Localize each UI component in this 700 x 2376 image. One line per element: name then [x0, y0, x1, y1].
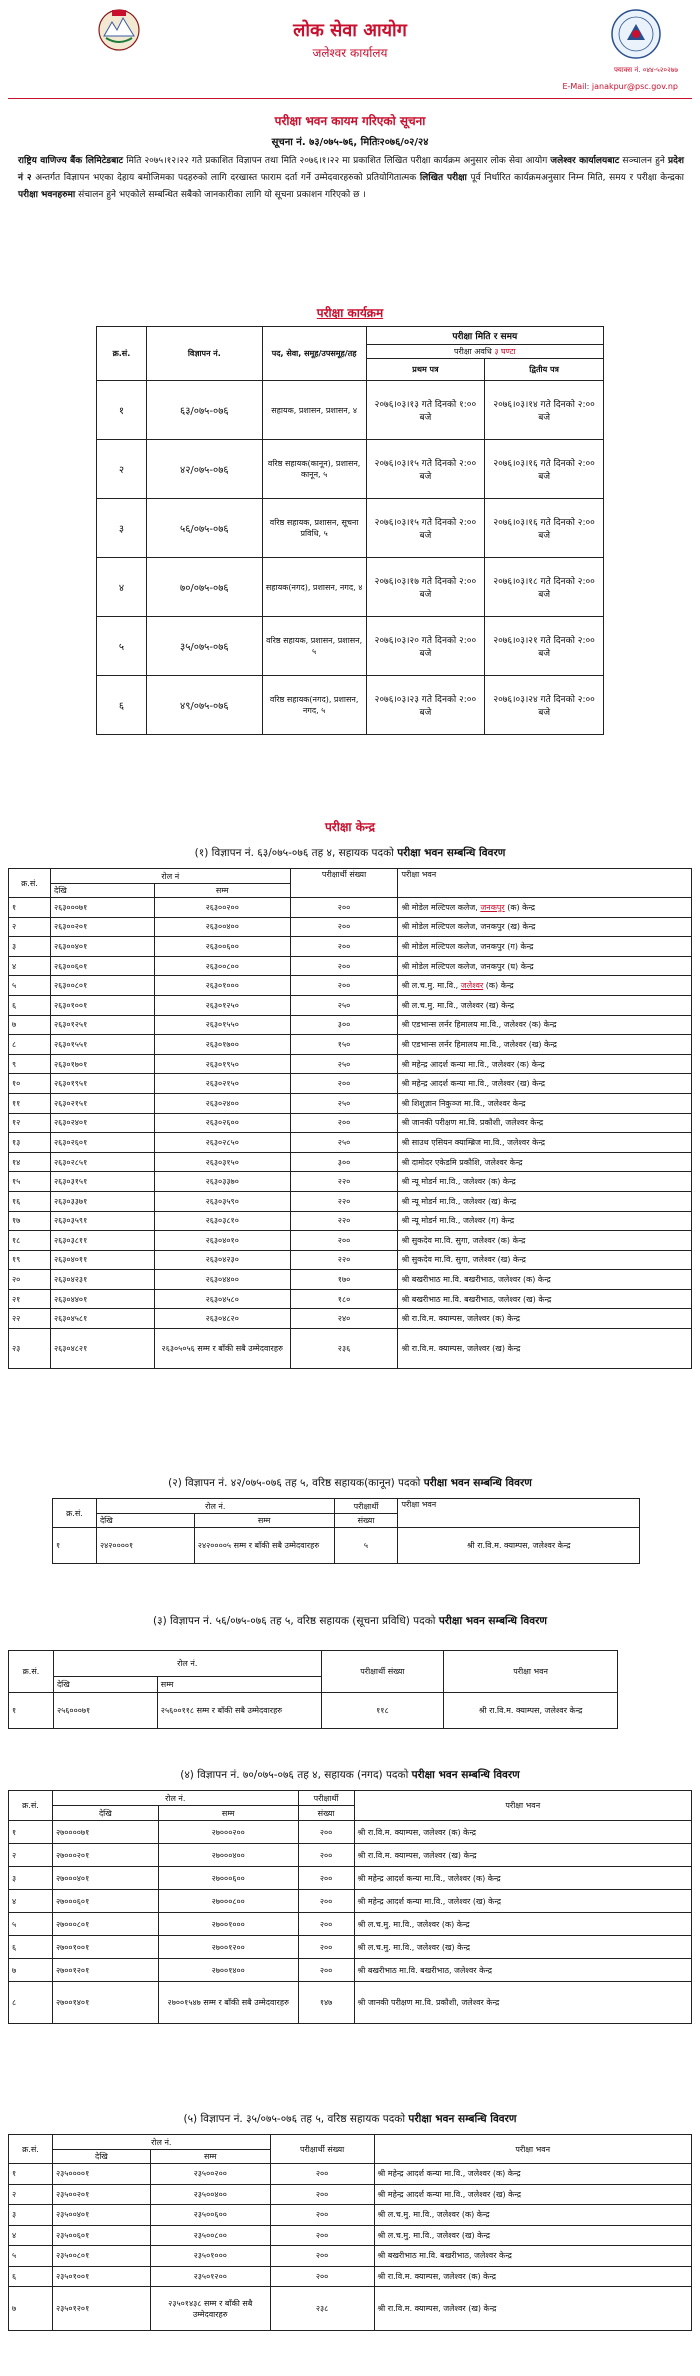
s4-title: (४) विज्ञापन नं. ७०/०७५-०७६ तह ४, सहायक (नगद) पदको परीक्षा भवन सम्बन्धि विवरण — [180, 1769, 520, 1781]
col-sn: क्र.सं. — [97, 327, 147, 381]
s1-row: २१ २६३०४४०१ २६३०४५८० १८० श्री बखरीभाठ मा.वि. बखरीभाठ, जलेश्वर (ख) केन्द्र — [9, 1289, 692, 1309]
s1-row: २० २६३०४२३१ २६३०४४०० १७० श्री बखरीभाठ मा.वि. बखरीभाठ, जलेश्वर (क) केन्द्र — [9, 1270, 692, 1290]
s4-row: ५ २७०००८०१ २७००१००० २०० श्री ल.च.मु. मा.वि., जलेश्वर (क) केन्द्र — [9, 1913, 692, 1936]
s3-title: (३) विज्ञापन नं. ५६/०७५-०७६ तह ५, वरिष्ठ सहायक (सूचना प्रविधि) पदको परीक्षा भवन सम्बन्धि विवरण — [153, 1615, 547, 1627]
email-address: E-Mail: janakpur@psc.gov.np — [562, 82, 678, 91]
fax-number: फ्याक्स नं. ०४४-५२०२७७ — [614, 66, 678, 74]
s1-row: ७ २६३०१२५१ २६३०१५५० ३०० श्री एडभान्स लर्नर हिमालय मा.वि., जलेश्वर (क) केन्द्र — [9, 1015, 692, 1035]
s2-row: १ २४२००००१ २४२००००५ सम्म र बाँकी सबै उम्मेदवारहरु ५ श्री रा.वि.म. क्याम्पस, जलेश्वर केन्द्र — [53, 1528, 640, 1564]
s3-table: क्र.सं. रोल नं. परीक्षार्थी संख्या परीक्षा भवन देखि सम्म १ २५६०००७१ २५६००११८ सम्म र बाँकी सबै उम्मेदवारहरु ११८ श्री रा.वि.म. क्याम्पस, जलेश्वर केन्द्र — [8, 1650, 618, 1729]
s1-row: २३ २६३०४८२१ २६३०५०५६ सम्म र बाँकी सबै उम्मेदवारहरु २३६ श्री रा.वि.म. क्याम्पस, जलेश्वर (ख) केन्द्र — [9, 1329, 692, 1369]
s1-row: १६ २६३०३३७१ २६३०३५९० २२० श्री न्यू मोडर्न मा.वि., जलेश्वर (ख) केन्द्र — [9, 1191, 692, 1211]
notice-intro: राष्ट्रिय वाणिज्य बैंक लिमिटेडबाट मिति २०७५।१२।२२ गते प्रकाशित विज्ञापन तथा मिति २०७६।१।२२ मा प्रकाशित लिखित परीक्षा कार्यक्रम अनुसार लोक सेवा आयोग जलेश्वर कार्यालयबाट सञ्चालन हुने प्रदेश नं २ अन्तर्गत विज्ञापन भएका देहाय बमोजिमका पदहरुको लागि दरखास्त फाराम दर्ता गर्ने उम्मेदवारहरुको प्रतियोगितात्मक लिखित परीक्षा पूर्व निर्धारित कार्यक्रमअनुसार निम्न मिति, समय र परीक्षा केन्द्रका परीक्षा भवनहरुमा संचालन हुने भएकोले सम्बन्धित सबैको जानकारीका लागि यो सूचना प्रकाशन गरिएको छ । — [18, 156, 685, 200]
s1-row: १० २६३०१९५१ २६३०२१५० २०० श्री महेन्द्र आदर्श कन्या मा.वि., जलेश्वर (ख) केन्द्र — [9, 1074, 692, 1094]
letterhead — [0, 0, 700, 100]
s3-row: १ २५६०००७१ २५६००११८ सम्म र बाँकी सबै उम्मेदवारहरु ११८ श्री रा.वि.म. क्याम्पस, जलेश्वर केन्द्र — [9, 1693, 618, 1729]
schedule-table — [96, 326, 604, 735]
s4-row: २ २७०००२०१ २७०००४०० २०० श्री रा.वि.म. क्याम्पस, जलेश्वर (ख) केन्द्र — [9, 1844, 692, 1867]
office-name: जलेश्वर कार्यालय — [312, 46, 388, 60]
s5-row: ६ २३५०१००१ २३५०१२०० २०० श्री रा.वि.म. क्याम्पस, जलेश्वर (क) केन्द्र — [9, 2266, 692, 2287]
s1-row: ४ २६३००६०१ २६३००८०० २०० श्री मोडेल मल्टिपल कलेज, जनकपुर (घ) केन्द्र — [9, 956, 692, 976]
s5-row: २ २३५००२०१ २३५००४०० २०० श्री महेन्द्र आदर्श कन्या मा.वि., जलेश्वर (ख) केन्द्र — [9, 2184, 692, 2205]
s2-title: (२) विज्ञापन नं. ४२/०७५-०७६ तह ५, वरिष्ठ सहायक(कानून) पदको परीक्षा भवन सम्बन्धि विवरण — [168, 1477, 532, 1489]
col-paper2: द्वितीय पत्र — [485, 359, 604, 381]
s4-row: १ २७००००७१ २७०००२०० २०० श्री रा.वि.म. क्याम्पस, जलेश्वर (क) केन्द्र — [9, 1821, 692, 1844]
schedule-row: १ ६३/०७५-०७६ सहायक, प्रशासन, प्रशासन, ४ २०७६।०३।१३ गते दिनको १:०० बजे २०७६।०३।१४ गते दिनको २:०० बजे — [97, 381, 604, 440]
col-post: पद, सेवा, समूह/उपसमूह/तह — [262, 327, 366, 381]
psc-logo-icon — [610, 8, 662, 60]
s1-row: १ २६३०००७१ २६३००२०० २०० श्री मोडेल मल्टिपल कलेज, जनकपुर (क) केन्द्र — [9, 898, 692, 918]
s5-row: ४ २३५००६०१ २३५००८०० २०० श्री ल.च.मु. मा.वि., जलेश्वर (ख) केन्द्र — [9, 2225, 692, 2246]
schedule-row: ३ ५६/०७५-०७६ वरिष्ठ सहायक, प्रशासन, सूचना प्रविधि, ५ २०७६।०३।१५ गते दिनको २:०० बजे २०७६।०३।१६ गते दिनको २:०० बजे — [97, 499, 604, 558]
s1-row: ३ २६३००४०१ २६३००६०० २०० श्री मोडेल मल्टिपल कलेज, जनकपुर (ग) केन्द्र — [9, 937, 692, 957]
highlighted-place: जलेश्वर — [460, 981, 484, 991]
s4-row: ४ २७०००६०१ २७०००८०० २०० श्री महेन्द्र आदर्श कन्या मा.वि., जलेश्वर (ख) केन्द्र — [9, 1890, 692, 1913]
notice-title: परीक्षा भवन कायम गरिएको सूचना — [274, 114, 426, 128]
s5-table: क्र.सं. रोल नं. परीक्षार्थी संख्या परीक्षा भवन देखि सम्म १ २३५००००१ २३५००२०० २०० श्री महेन्द्र आदर्श कन्या मा.वि., जलेश्वर (क) केन्द्र २ २३५००२०१ २३५००४०० २०० श्री महेन्द्र आदर्श कन्या मा.वि., जलेश्वर (ख) केन्द्र ३ २३५००४०१ २३५००६०० २०० श्री ल.च.मु. मा.वि., जलेश्वर (क) केन्द्र ४ २३५००६०१ २३५००८०० २०० श्री ल.च.मु. मा.वि., जलेश्वर (ख) केन्द्र ५ २३५००८०१ २३५०१००० २०० श्री बखरीभाठ मा.वि. बखरीभाठ, जलेश्वर केन्द्र ६ २३५०१००१ २३५०१२०० २०० श्री रा.वि.म. क्याम्पस, जलेश्वर (क) केन्द्र ७ २३५०१२०१ २३५०१४३८ सम्म र बाँकी सबै उम्मेदवारहरु २३८ श्री रा.वि.म. क्याम्पस, जलेश्वर (ख) केन्द्र — [8, 2134, 692, 2331]
s1-row: ८ २६३०१५५१ २६३०१७०० १५० श्री एडभान्स लर्नर हिमालय मा.वि., जलेश्वर (ख) केन्द्र — [9, 1035, 692, 1055]
s1-row: १५ २६३०३१५१ २६३०३३७० २२० श्री न्यू मोडर्न मा.वि., जलेश्वर (क) केन्द्र — [9, 1172, 692, 1192]
s1-row: १४ २६३०२८५१ २६३०३१५० ३०० श्री दामोदर एकेडमि प्रकौशि, जलेश्वर केन्द्र — [9, 1152, 692, 1172]
col-datetime: परीक्षा मिति र समय — [366, 327, 603, 345]
s1-row: ५ २६३००८०१ २६३०१००० २०० श्री ल.च.मु. मा.वि., जलेश्वर (क) केन्द्र — [9, 976, 692, 996]
s5-row: १ २३५००००१ २३५००२०० २०० श्री महेन्द्र आदर्श कन्या मा.वि., जलेश्वर (क) केन्द्र — [9, 2164, 692, 2185]
header-divider — [8, 98, 692, 99]
s4-row: ६ २७००१००१ २७००१२०० २०० श्री ल.च.मु. मा.वि., जलेश्वर (ख) केन्द्र — [9, 1936, 692, 1959]
intro-bank: राष्ट्रिय वाणिज्य बैंक लिमिटेडबाट — [18, 156, 124, 166]
schedule-row: २ ४२/०७५-०७६ वरिष्ठ सहायक(कानून), प्रशासन, कानून, ५ २०७६।०३।१५ गते दिनको २:०० बजे २०७६।०३।१६ गते दिनको २:०० बजे — [97, 440, 604, 499]
col-paper1: प्रथम पत्र — [366, 359, 485, 381]
s2-table: क्र.सं. रोल नं. परीक्षार्थी परीक्षा भवन देखि सम्म संख्या १ २४२००००१ २४२००००५ सम्म र बाँकी सबै उम्मेदवारहरु ५ श्री रा.वि.म. क्याम्पस, जलेश्वर केन्द्र — [52, 1498, 640, 1564]
s1-title: (१) विज्ञापन नं. ६३/०७५-०७६ तह ४, सहायक पदको परीक्षा भवन सम्बन्धि विवरण — [194, 847, 506, 859]
s5-row: ७ २३५०१२०१ २३५०१४३८ सम्म र बाँकी सबै उम्मेदवारहरु २३८ श्री रा.वि.म. क्याम्पस, जलेश्वर (ख) केन्द्र — [9, 2287, 692, 2331]
s5-row: ३ २३५००४०१ २३५००६०० २०० श्री ल.च.मु. मा.वि., जलेश्वर (क) केन्द्र — [9, 2205, 692, 2226]
s1-table: क्र.सं. रोल नं परीक्षार्थी संख्या परीक्षा भवन देखि सम्म १ २६३०००७१ २६३००२०० २०० श्री मोडेल मल्टिपल कलेज, जनकपुर (क) केन्द्र २ २६३००२०१ २६३००४०० २०० श्री मोडेल मल्टिपल कलेज, जनकपुर (ख) केन्द्र ३ २६३००४०१ २६३००६०० २०० श्री मोडेल मल्टिपल कलेज, जनकपुर (ग) केन्द्र ४ २६३००६०१ २६३००८०० २०० श्री मोडेल मल्टिपल कलेज, जनकपुर (घ) केन्द्र ५ २६३००८०१ २६३०१००० २०० श्री ल.च.मु. मा.वि., जलेश्वर (क) केन्द्र ६ २६३०१००१ २६३०१२५० २५० श्री ल.च.मु. मा.वि., जलेश्वर (ख) केन्द्र ७ २६३०१२५१ २६३०१५५० ३०० श्री एडभान्स लर्नर हिमालय मा.वि., जलेश्वर (क) केन्द्र ८ २६३०१५५१ २६३०१७०० १५० श्री एडभान्स लर्नर हिमालय मा.वि., जलेश्वर (ख) केन्द्र ९ २६३०१७०१ २६३०१९५० २५० श्री महेन्द्र आदर्श कन्या मा.वि., जलेश्वर (क) केन्द्र १० २६३०१९५१ २६३०२१५० २०० श्री महेन्द्र आदर्श कन्या मा.वि., जलेश्वर (ख) केन्द्र ११ २६३०२१५१ २६३०२४०० २५० श्री शिशुज्ञान निकुञ्ज मा.वि., जलेश्वर केन्द्र १२ २६३०२४०१ २६३०२६०० २०० श्री जानकी परीक्षण मा.वि. प्रकौशी, जलेश्वर केन्द्र १३ २६३०२६०१ २६३०२८५० २५० श्री साउथ एसियन क्याम्ब्रिज मा.वि., जलेश्वर केन्द्र १४ २६३०२८५१ २६३०३१५० ३०० श्री दामोदर एकेडमि प्रकौशि, जलेश्वर केन्द्र १५ २६३०३१५१ २६३०३३७० २२० श्री न्यू मोडर्न मा.वि., जलेश्वर (क) केन्द्र १६ २६३०३३७१ २६३०३५९० २२० श्री न्यू मोडर्न मा.वि., जलेश्वर (ख) केन्द्र १७ २६३०३५९१ २६३०३८१० २२० श्री न्यू मोडर्न मा.वि., जलेश्वर (ग) केन्द्र १८ २६३०३८११ २६३०४०१० २०० श्री सुकदेव मा.वि. सुगा, जलेश्वर (क) केन्द्र १९ २६३०४०११ २६३०४२३० २२० श्री सुकदेव मा.वि. सुगा, जलेश्वर (ख) केन्द्र २० २६३०४२३१ २६३०४४०० १७० श्री बखरीभाठ मा.वि. बखरीभाठ, जलेश्वर (क) केन्द्र २१ २६३०४४०१ २६३०४५८० १८० श्री बखरीभाठ मा.वि. बखरीभाठ, जलेश्वर (ख) केन्द्र २२ २६३०४५८१ २६३०४८२० २४० श्री रा.वि.म. क्याम्पस, जलेश्वर (क) केन्द्र २३ २६३०४८२१ २६३०५०५६ सम्म र बाँकी सबै उम्मेदवारहरु २३६ श्री रा.वि.म. क्याम्पस, जलेश्वर (ख) केन्द्र — [8, 868, 692, 1369]
schedule-heading: परीक्षा कार्यक्रम — [316, 306, 384, 320]
s1-row: २२ २६३०४५८१ २६३०४८२० २४० श्री रा.वि.म. क्याम्पस, जलेश्वर (क) केन्द्र — [9, 1309, 692, 1329]
centers-heading: परीक्षा केन्द्र — [324, 820, 376, 834]
s5-row: ५ २३५००८०१ २३५०१००० २०० श्री बखरीभाठ मा.वि. बखरीभाठ, जलेश्वर केन्द्र — [9, 2246, 692, 2267]
schedule-row: ६ ४९/०७५-०७६ वरिष्ठ सहायक(नगद), प्रशासन, नगद, ५ २०७६।०३।२३ गते दिनको २:०० बजे २०७६।०३।२४ गते दिनको २:०० बजे — [97, 676, 604, 735]
s1-row: १८ २६३०३८११ २६३०४०१० २०० श्री सुकदेव मा.वि. सुगा, जलेश्वर (क) केन्द्र — [9, 1231, 692, 1251]
s1-row: १९ २६३०४०११ २६३०४२३० २२० श्री सुकदेव मा.वि. सुगा, जलेश्वर (ख) केन्द्र — [9, 1250, 692, 1270]
s1-row: १७ २६३०३५९१ २६३०३८१० २२० श्री न्यू मोडर्न मा.वि., जलेश्वर (ग) केन्द्र — [9, 1211, 692, 1231]
s4-row: ३ २७०००४०१ २७०००६०० २०० श्री महेन्द्र आदर्श कन्या मा.वि., जलेश्वर (क) केन्द्र — [9, 1867, 692, 1890]
duration-row: परीक्षा अवधि ३ घण्टा — [366, 345, 603, 359]
s5-title: (५) विज्ञापन नं. ३५/०७५-०७६ तह ५, वरिष्ठ सहायक पदको परीक्षा भवन सम्बन्धि विवरण — [183, 2113, 517, 2125]
s1-row: ११ २६३०२१५१ २६३०२४०० २५० श्री शिशुज्ञान निकुञ्ज मा.वि., जलेश्वर केन्द्र — [9, 1093, 692, 1113]
s4-row: ८ २७००१४०१ २७००१५४७ सम्म र बाँकी सबै उम्मेदवारहरु १४७ श्री जानकी परीक्षण मा.वि. प्रकौशी, जलेश्वर केन्द्र — [9, 1982, 692, 2024]
schedule-row: ५ ३५/०७५-०७६ वरिष्ठ सहायक, प्रशासन, प्रशासन, ५ २०७६।०३।२० गते दिनको २:०० बजे २०७६।०३।२१ गते दिनको २:०० बजे — [97, 617, 604, 676]
s4-table: क्र.सं. रोल नं. परीक्षार्थी परीक्षा भवन देखि सम्म संख्या १ २७००००७१ २७०००२०० २०० श्री रा.वि.म. क्याम्पस, जलेश्वर (क) केन्द्र २ २७०००२०१ २७०००४०० २०० श्री रा.वि.म. क्याम्पस, जलेश्वर (ख) केन्द्र ३ २७०००४०१ २७०००६०० २०० श्री महेन्द्र आदर्श कन्या मा.वि., जलेश्वर (क) केन्द्र ४ २७०००६०१ २७०००८०० २०० श्री महेन्द्र आदर्श कन्या मा.वि., जलेश्वर (ख) केन्द्र ५ २७०००८०१ २७००१००० २०० श्री ल.च.मु. मा.वि., जलेश्वर (क) केन्द्र ६ २७००१००१ २७००१२०० २०० श्री ल.च.मु. मा.वि., जलेश्वर (ख) केन्द्र ७ २७००१२०१ २७००१४०० २०० श्री बखरीभाठ मा.वि. बखरीभाठ, जलेश्वर केन्द्र ८ २७००१४०१ २७००१५४७ सम्म र बाँकी सबै उम्मेदवारहरु १४७ श्री जानकी परीक्षण मा.वि. प्रकौशी, जलेश्वर केन्द्र — [8, 1790, 692, 2024]
s1-row: ६ २६३०१००१ २६३०१२५० २५० श्री ल.च.मु. मा.वि., जलेश्वर (ख) केन्द्र — [9, 995, 692, 1015]
schedule-row: ४ ७०/०७५-०७६ सहायक(नगद), प्रशासन, नगद, ४ २०७६।०३।१७ गते दिनको २:०० बजे २०७६।०३।१८ गते दिनको २:०० बजे — [97, 558, 604, 617]
org-name: लोक सेवा आयोग — [293, 20, 407, 41]
s4-row: ७ २७००१२०१ २७००१४०० २०० श्री बखरीभाठ मा.वि. बखरीभाठ, जलेश्वर केन्द्र — [9, 1959, 692, 1982]
notice-number: सूचना नं. ७३/०७५-७६, मितिः२०७६/०२/२४ — [271, 137, 429, 148]
col-adv: विज्ञापन नं. — [146, 327, 262, 381]
highlighted-place: जनकपुर — [480, 902, 505, 912]
s1-row: १३ २६३०२६०१ २६३०२८५० २५० श्री साउथ एसियन क्याम्ब्रिज मा.वि., जलेश्वर केन्द्र — [9, 1133, 692, 1153]
s1-row: १२ २६३०२४०१ २६३०२६०० २०० श्री जानकी परीक्षण मा.वि. प्रकौशी, जलेश्वर केन्द्र — [9, 1113, 692, 1133]
s1-row: २ २६३००२०१ २६३००४०० २०० श्री मोडेल मल्टिपल कलेज, जनकपुर (ख) केन्द्र — [9, 917, 692, 937]
s1-row: ९ २६३०१७०१ २६३०१९५० २५० श्री महेन्द्र आदर्श कन्या मा.वि., जलेश्वर (क) केन्द्र — [9, 1054, 692, 1074]
